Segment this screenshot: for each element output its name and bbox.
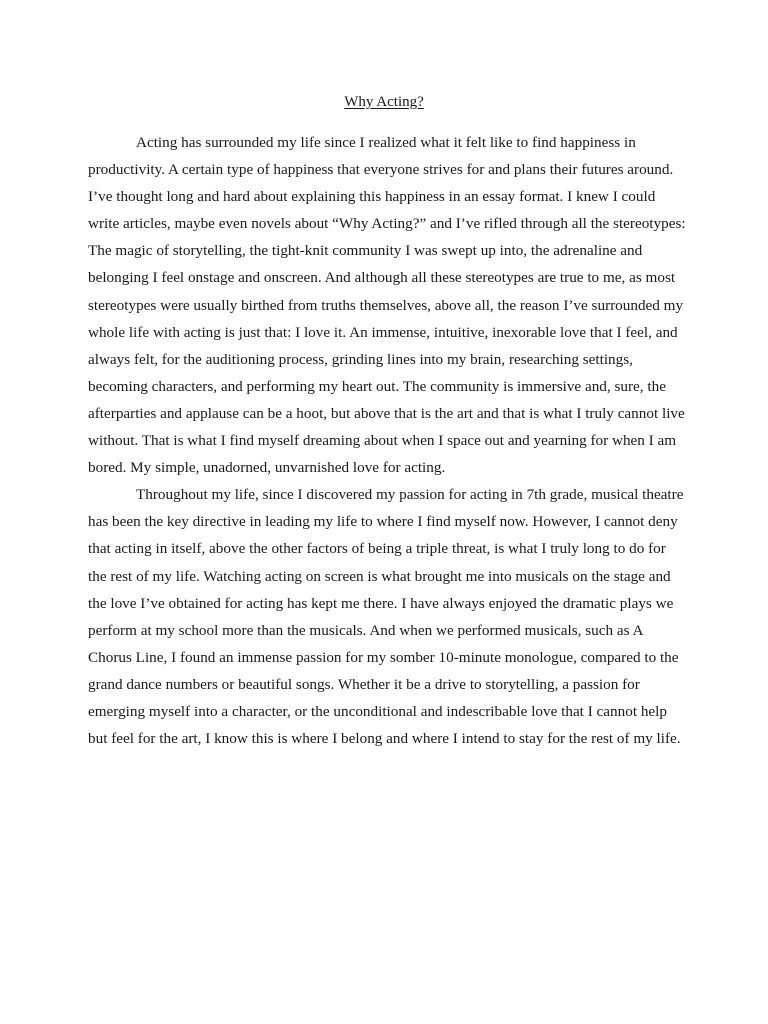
- essay-paragraph-2: Throughout my life, since I discovered my passion for acting in 7th grade, musical theatre has been the key directive in leading my life to where I find myself now. However, I cannot deny that acting in itself, above the other factors of being a triple threat, is what I truly long to do for the rest of my life. Watching acting on screen is what brought me into musicals on the stage and the love I’ve obtained for acting has kept me there. I have always enjoyed the dramatic plays we perform at my school more than the musicals. And when we performed musicals, such as A Chorus Line, I found an immense passion for my somber 10-minute monologue, compared to the grand dance numbers or beautiful songs. Whether it be a drive to storytelling, a passion for emerging myself into a character, or the unconditional and indescribable love that I cannot help but feel for the art, I know this is where I belong and where I intend to stay for the rest of my life.: [88, 486, 684, 748]
- essay-title: Why Acting?: [344, 94, 424, 110]
- essay-paragraph-1: Acting has surrounded my life since I realized what it felt like to find happiness in productivity. A certain type of happiness that everyone strives for and plans their futures around. I’ve thought long and hard about explaining this happiness in an essay format. I knew I could write articles, maybe even novels about “Why Acting?” and I’ve rifled through all the stereotypes: The magic of storytelling, the tight-knit community I was swept up into, the adrenaline and belonging I feel onstage and onscreen. And although all these stereotypes are true to me, as most stereotypes were usually birthed from truths themselves, above all, the reason I’ve surrounded my whole life with acting is just that: I love it. An immense, intuitive, inexorable love that I feel, and always felt, for the auditioning process, grinding lines into my brain, researching settings, becoming characters, and performing my heart out. The community is immersive and, sure, the afterparties and applause can be a hoot, but above that is the art and that is what I truly cannot live without. That is what I find myself dreaming about when I space out and yearning for when I am bored. My simple, unadorned, unvarnished love for acting.: [88, 134, 686, 477]
- essay-body: [88, 129, 688, 752]
